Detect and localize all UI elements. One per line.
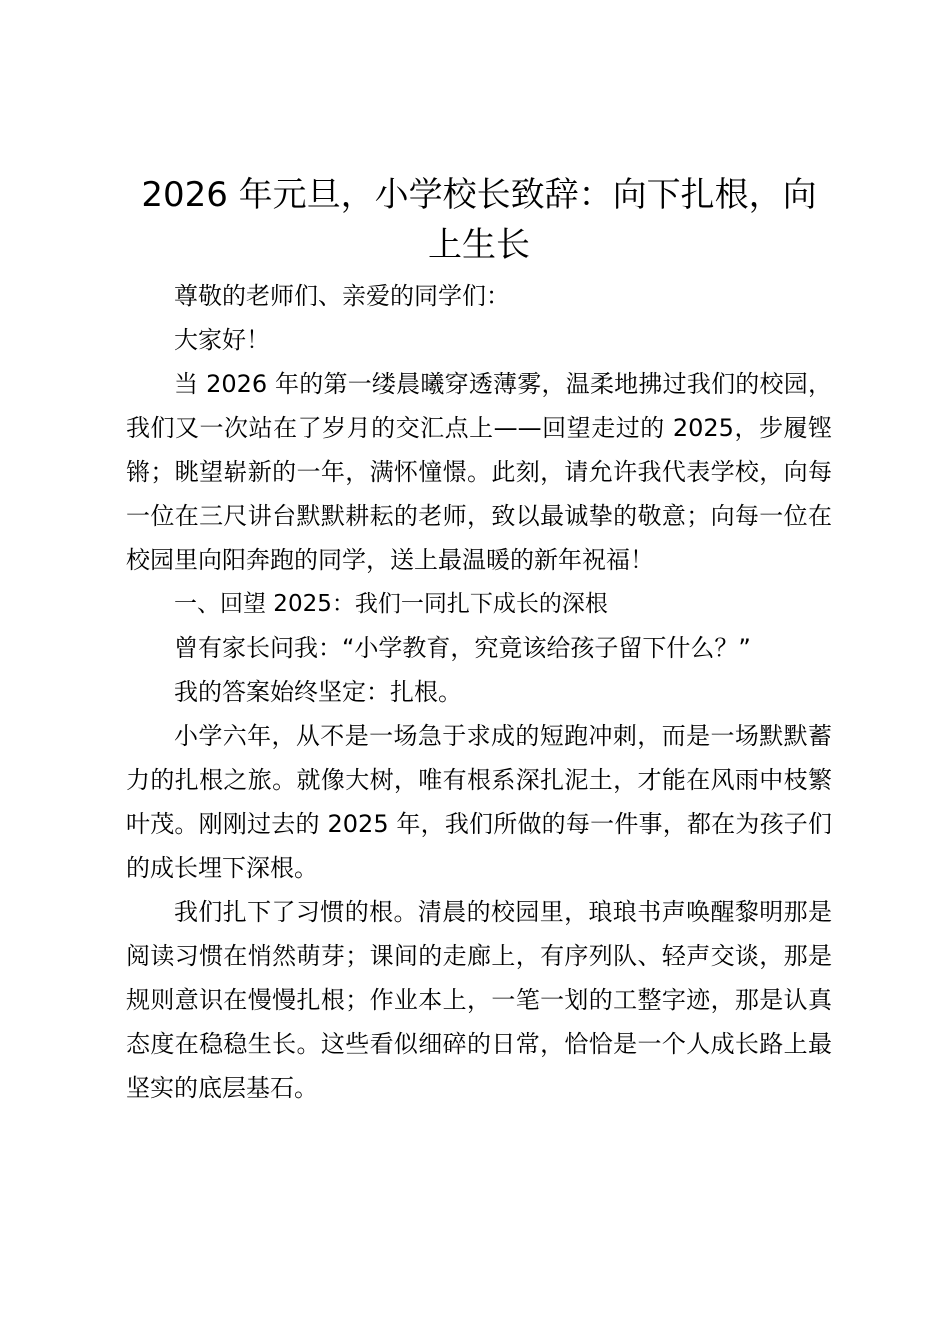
salutation: 尊敬的老师们、亲爱的同学们： — [174, 282, 510, 310]
paragraph-opening: 当 2026 年的第一缕晨曦穿透薄雾，温柔地拂过我们的校园，我们又一次站在了岁月的交汇点上——回望走过的 2025，步履铿锵；眺望崭新的一年，满怀憧憬。此刻，请允许我代表学校，向每一位在三尺讲台默默耕耘的老师，致以最诚挚的敬意；向每一位在校园里向阳奔跑的同学，送上最温暖的新年祝福！ — [126, 370, 832, 574]
paragraph-answer: 我的答案始终坚定：扎根。 — [174, 678, 462, 706]
paragraph-six-years: 小学六年，从不是一场急于求成的短跑冲刺，而是一场默默蓄力的扎根之旅。就像大树，唯有根系深扎泥土，才能在风雨中枝繁叶茂。刚刚过去的 2025 年，我们所做的每一件事，都在为孩子们的成长埋下深根。 — [126, 722, 832, 882]
section-heading-1: 一、回望 2025：我们一同扎下成长的深根 — [174, 591, 608, 617]
document-page — [126, 170, 832, 1110]
greeting: 大家好！ — [174, 326, 270, 354]
paragraph-habits: 我们扎下了习惯的根。清晨的校园里，琅琅书声唤醒黎明那是阅读习惯在悄然萌芽；课间的走廊上，有序列队、轻声交谈，那是规则意识在慢慢扎根；作业本上，一笔一划的工整字迹，那是认真态度在稳稳生长。这些看似细碎的日常，恰恰是一个人成长路上最坚实的底层基石。 — [126, 898, 832, 1102]
document-title: 2026 年元旦，小学校长致辞：向下扎根，向上生长 — [141, 175, 817, 265]
document-body — [126, 274, 832, 1110]
paragraph-question: 曾有家长问我：“小学教育，究竟该给孩子留下什么？” — [174, 634, 751, 662]
